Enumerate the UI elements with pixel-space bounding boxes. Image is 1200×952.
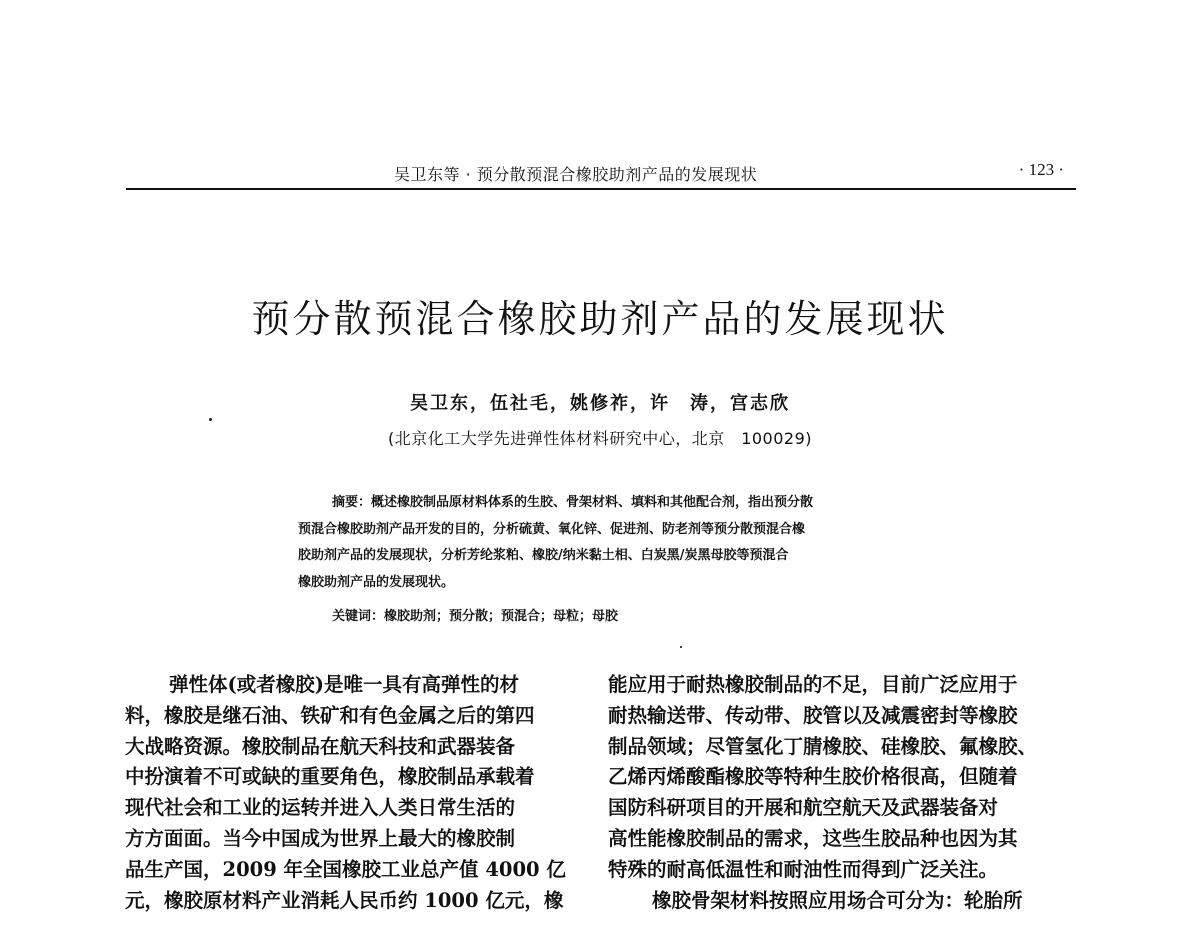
keywords: 关键词：橡胶助剂；预分散；预混合；母粒；母胶 <box>332 609 619 624</box>
body-line: 方方面面。当今中国成为世界上最大的橡胶制 <box>125 826 516 850</box>
body-line: 国防科研项目的开展和航空航天及武器装备对 <box>608 796 999 820</box>
scan-speck <box>680 646 682 648</box>
paper-title: 预分散预混合橡胶助剂产品的发展现状 <box>251 297 949 341</box>
body-line: 料，橡胶是继石油、铁矿和有色金属之后的第四 <box>125 703 535 727</box>
body-line: 特殊的耐高低温性和耐油性而得到广泛关注。 <box>608 857 999 881</box>
body-line: 橡胶骨架材料按照应用场合可分为：轮胎所 <box>652 888 1023 912</box>
body-line: 弹性体(或者橡胶)是唯一具有高弹性的材 <box>169 673 519 696</box>
body-left-column <box>125 670 595 916</box>
body-line: 现代社会和工业的运转并进入人类日常生活的 <box>125 796 516 820</box>
body-line: 耐热输送带、传动带、胶管以及减震密封等橡胶 <box>608 703 1018 727</box>
authors: 吴卫东，伍社毛，姚修祚，许 涛，宫志欣 <box>410 393 790 414</box>
body-line: 能应用于耐热橡胶制品的不足，目前广泛应用于 <box>608 673 1018 696</box>
running-header <box>126 160 1076 190</box>
running-header-title: 吴卫东等 · 预分散预混合橡胶助剂产品的发展现状 <box>394 165 758 184</box>
scan-speck <box>209 418 212 421</box>
body-line: 大战略资源。橡胶制品在航天科技和武器装备 <box>125 734 516 758</box>
body-right-column <box>608 670 1078 916</box>
body-line: 品生产国，2009 年全国橡胶工业总产值 4000 亿 <box>125 857 566 881</box>
body-line: 乙烯丙烯酸酯橡胶等特种生胶价格很高，但随着 <box>608 765 1018 789</box>
abstract-line: 橡胶助剂产品的发展现状。 <box>298 574 455 590</box>
page-number: · 123 · <box>1018 160 1064 179</box>
body-line: 元，橡胶原材料产业消耗人民币约 1000 亿元，橡 <box>125 888 564 912</box>
body-line: 中扮演着不可或缺的重要角色，橡胶制品承载着 <box>125 765 535 789</box>
body-line: 高性能橡胶制品的需求，这些生胶品种也因为其 <box>608 826 1018 850</box>
abstract-line: 预混合橡胶助剂产品开发的目的，分析硫黄、氧化锌、促进剂、防老剂等预分散预混合橡 <box>298 521 806 537</box>
affiliation: (北京化工大学先进弹性体材料研究中心，北京 100029) <box>387 429 813 448</box>
abstract-line: 胶助剂产品的发展现状，分析芳纶浆粕、橡胶/纳米黏土相、白炭黑/炭黑母胶等预混合 <box>298 548 789 563</box>
abstract <box>298 490 912 596</box>
body-line: 制品领域；尽管氢化丁腈橡胶、硅橡胶、氟橡胶、 <box>608 734 1038 758</box>
abstract-line: 摘要：概述橡胶制品原材料体系的生胶、骨架材料、填料和其他配合剂，指出预分散 <box>332 495 814 510</box>
